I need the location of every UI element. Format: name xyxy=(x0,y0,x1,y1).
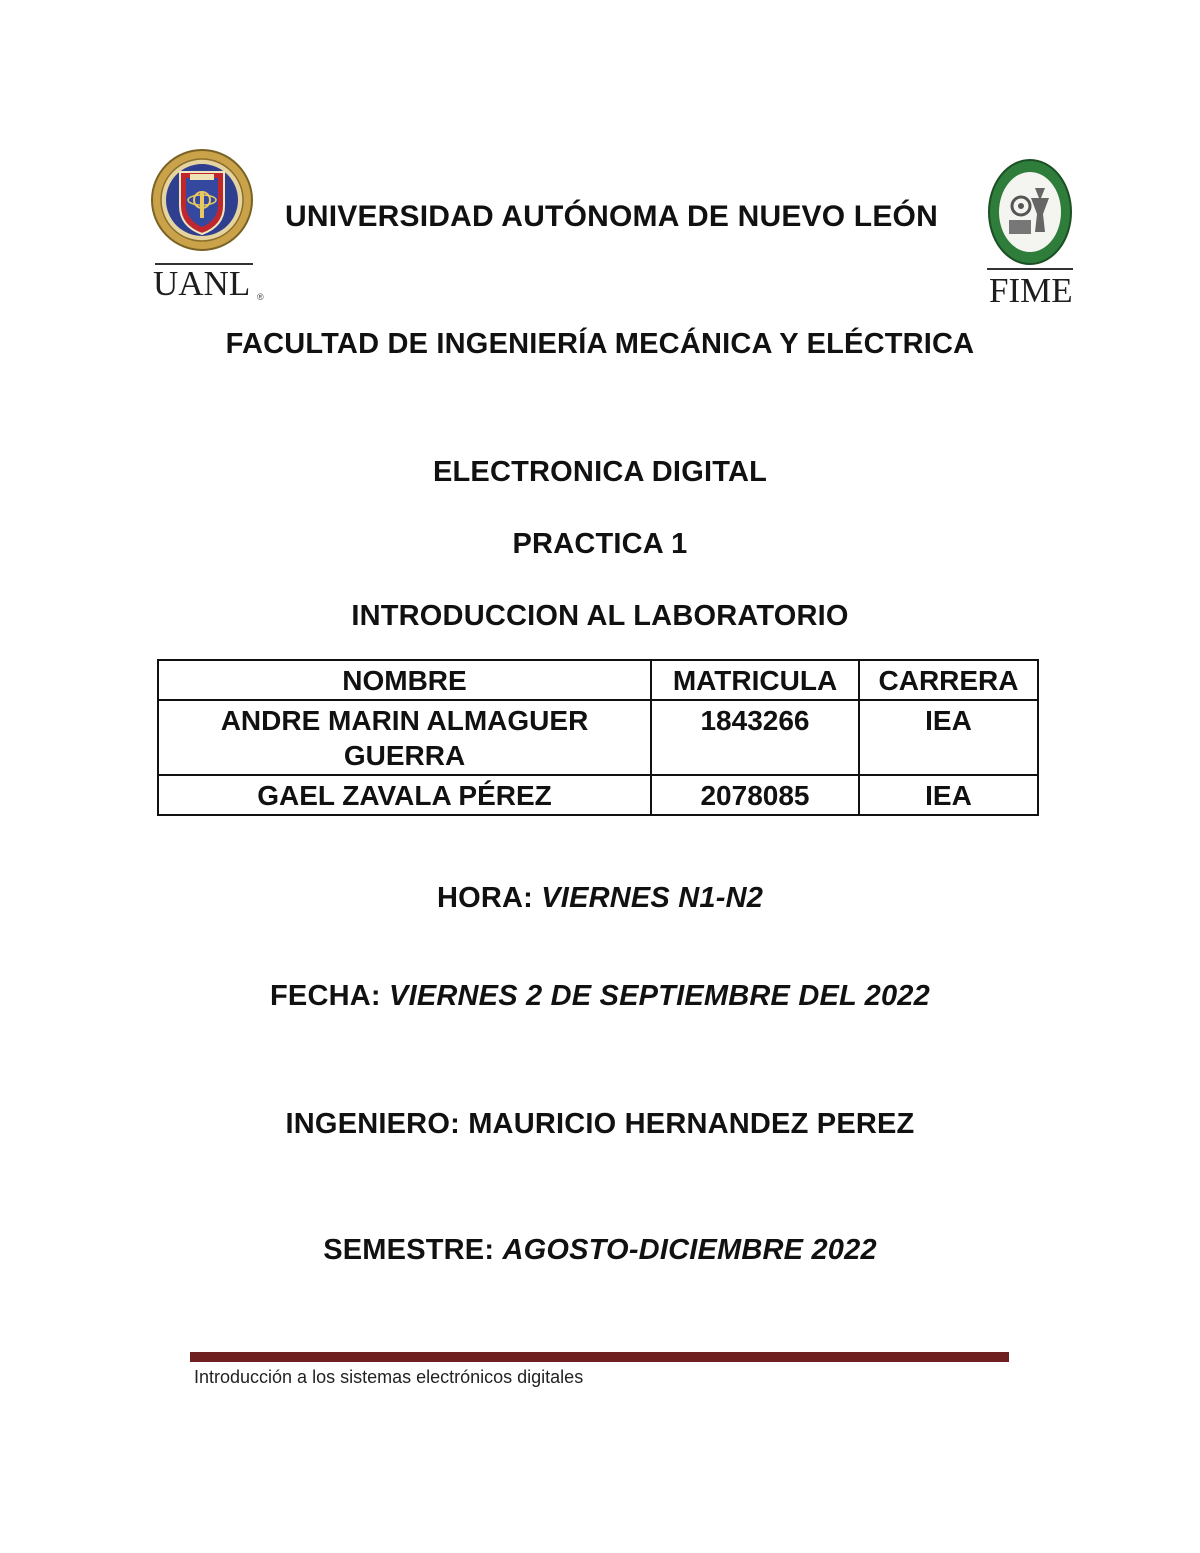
cell-matricula: 1843266 xyxy=(651,700,859,775)
uanl-logo-text: UANL xyxy=(153,264,251,303)
faculty-title: FACULTAD DE INGENIERÍA MECÁNICA Y ELÉCTRICA xyxy=(225,328,975,360)
footer-text: Introducción a los sistemas electrónicos digitales xyxy=(194,1367,584,1387)
cell-carrera: IEA xyxy=(859,700,1038,775)
header-matricula: MATRICULA xyxy=(651,660,859,700)
fecha-value: VIERNES 2 DE SEPTIEMBRE DEL 2022 xyxy=(389,980,930,1012)
members-table xyxy=(157,659,1039,816)
cell-nombre: GAEL ZAVALA PÉREZ xyxy=(158,775,651,815)
footer-divider xyxy=(190,1352,1009,1362)
fime-logo-text: FIME xyxy=(989,271,1073,310)
ingeniero-line xyxy=(0,1108,1200,1141)
semestre-value: AGOSTO-DICIEMBRE 2022 xyxy=(502,1234,877,1266)
subject-title: ELECTRONICA DIGITAL xyxy=(432,456,768,488)
ingeniero-value: MAURICIO HERNANDEZ PEREZ xyxy=(468,1108,915,1140)
header-carrera: CARRERA xyxy=(859,660,1038,700)
cell-matricula: 2078085 xyxy=(651,775,859,815)
semestre-label: SEMESTRE: xyxy=(323,1234,495,1266)
fime-logo xyxy=(983,156,1077,308)
uanl-logo xyxy=(150,148,270,308)
hora-value: VIERNES N1-N2 xyxy=(541,882,764,914)
cell-carrera: IEA xyxy=(859,775,1038,815)
table-header-row xyxy=(158,660,1038,700)
table-row xyxy=(158,775,1038,815)
semestre-line xyxy=(0,1234,1200,1267)
fecha-label: FECHA: xyxy=(270,980,381,1012)
hora-line xyxy=(0,882,1200,915)
practice-title: PRACTICA 1 xyxy=(512,528,688,560)
cell-nombre: ANDRE MARIN ALMAGUER GUERRA xyxy=(158,700,651,775)
ingeniero-label: INGENIERO: xyxy=(285,1108,460,1140)
hora-label: HORA: xyxy=(436,882,533,914)
fecha-line xyxy=(0,980,1200,1013)
table-row xyxy=(158,700,1038,775)
university-title: UNIVERSIDAD AUTÓNOMA DE NUEVO LEÓN xyxy=(285,200,938,233)
registered-mark: ® xyxy=(257,292,264,302)
header-nombre: NOMBRE xyxy=(158,660,651,700)
topic-title: INTRODUCCION AL LABORATORIO xyxy=(351,600,849,632)
